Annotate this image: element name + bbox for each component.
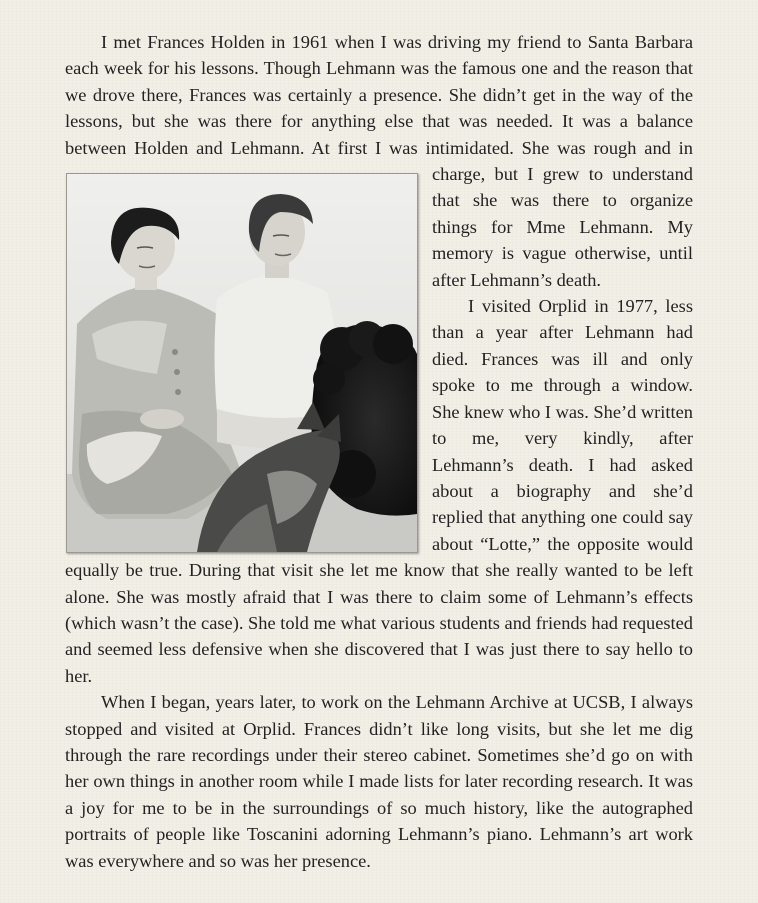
paragraph-1-text: I met Frances Holden in 1961 when I was driving my friend to Santa Barbara each week for his lessons. Though Lehmann was the famous one and the reason that we drove there, Frances was certainly a presence. She didn’t get in the way of the lessons, but she was there for anything else that was needed. It was a balance between Holden and Lehmann. At first I was intimidated. She was rough and in charge, but I grew to understand that she was there to organize things for Mme Lehmann. My memory is vague otherwise, until after Lehmann’s death. [65,32,693,290]
body-text [65,29,693,874]
paragraph-2: I visited Orplid in 1977, less than a year after Lehmann had died. Frances was ill and only spoke to me through a window. She knew who I was. She’d written to me, very kindly, after Lehmann’s death. I had asked about a biography and she’d replied that anything one could say about “Lotte,” the opposite would equally be true. During that visit she let me know that she really wanted to be left alone. She was mostly afraid that I was there to claim some of Lehmann’s effects (which wasn’t the case). She told me what various students and friends had requested and seemed less defensive when she discovered that I was just there to say hello to her. [65,296,693,686]
photo-frame [66,173,418,553]
photo-figure [66,161,418,553]
paragraph-3: When I began, years later, to work on the Lehmann Archive at UCSB, I always stopped and visited at Orplid. Frances didn’t like long visits, but she let me dig through the rare recordings under their stereo cabinet. Sometimes she’d go on with her own things in another room while I made lists for later recording research. It was a joy for me to be in the surroundings of so much history, like the autographed portraits of people like Toscanini adorning Lehmann’s piano. Lehmann’s art work was everywhere and so was her presence. [65,692,693,871]
photo-two-women-with-dog [67,174,417,552]
paragraph-1 [65,29,693,293]
